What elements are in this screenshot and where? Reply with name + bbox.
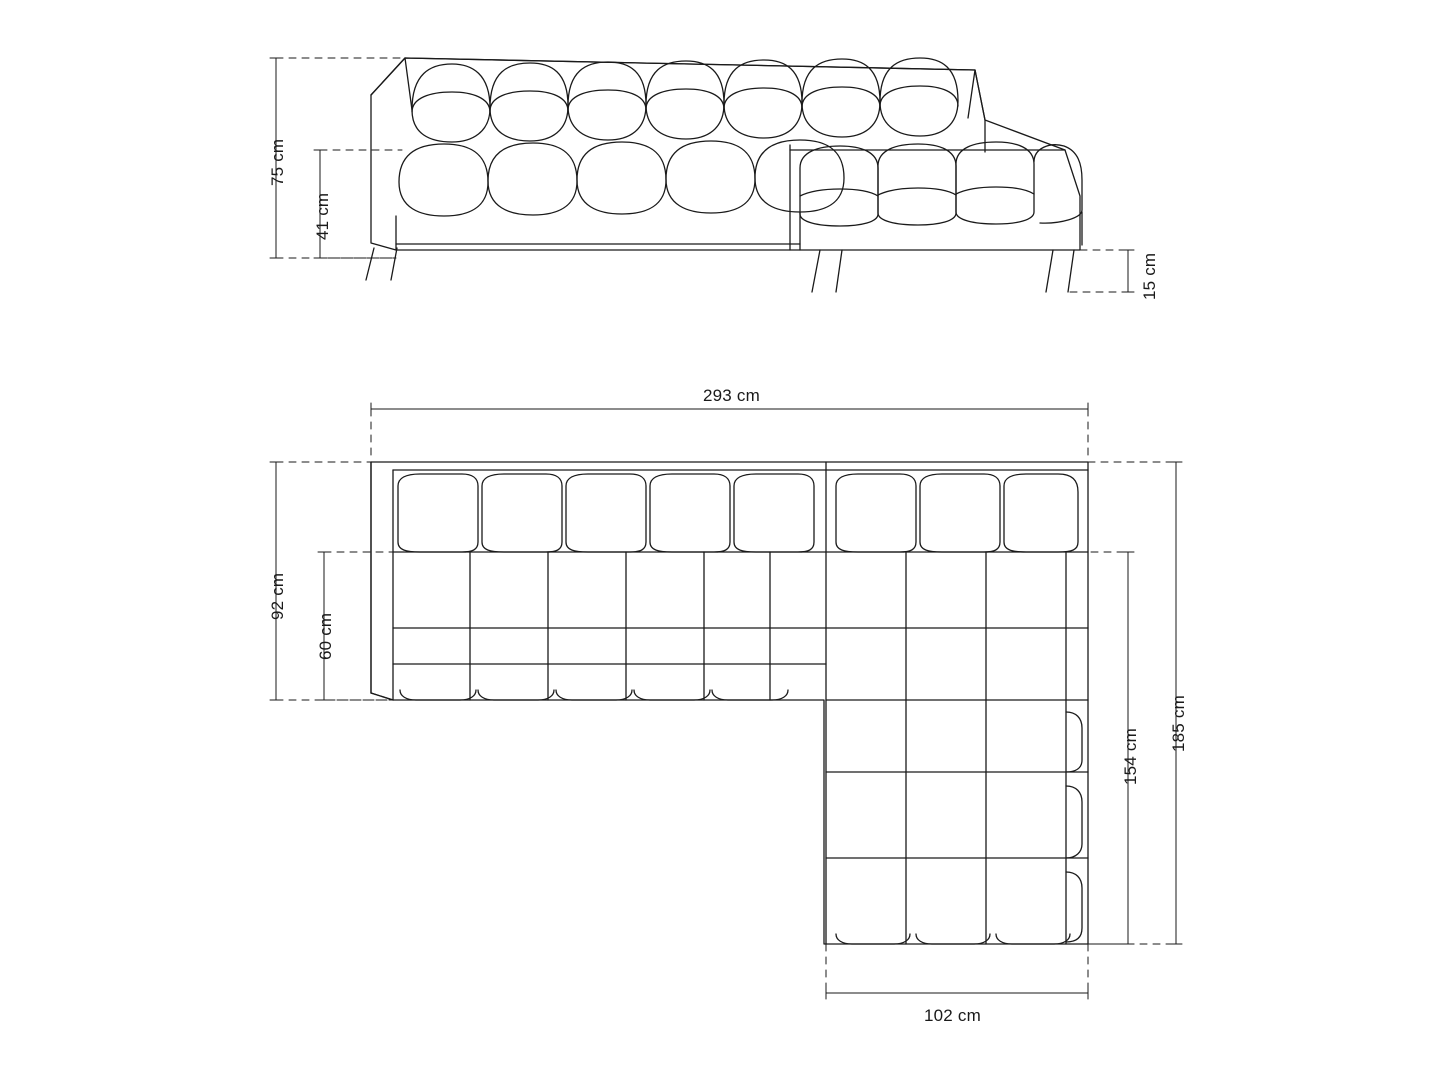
dimension-label-seat-height: 41 cm <box>313 192 332 240</box>
dimension-label-total-width: 293 cm <box>703 386 760 405</box>
dimension-label-seat-depth: 60 cm <box>316 612 335 660</box>
dimension-label-chaise-width: 102 cm <box>924 1006 981 1025</box>
front-view-sofa <box>366 58 1082 292</box>
dimension-label-leg-height: 15 cm <box>1140 252 1159 300</box>
dimension-label-height-total: 75 cm <box>268 138 287 186</box>
top-view-dimensions <box>270 403 1182 999</box>
dimension-label-chaise-length-total: 185 cm <box>1169 695 1188 752</box>
dimension-label-depth-total: 92 cm <box>268 572 287 620</box>
top-view-sofa <box>371 462 1088 944</box>
dimension-label-chaise-length-inner: 154 cm <box>1121 728 1140 785</box>
